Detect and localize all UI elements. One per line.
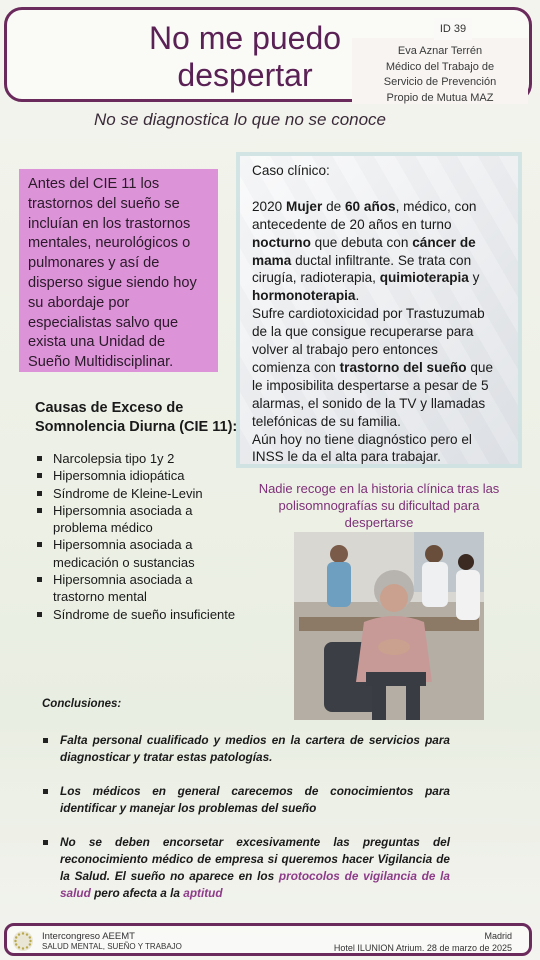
author-info (360, 44, 520, 106)
causes-title: Causas de Exceso de Somnolencia Diurna (CIE 11): (35, 400, 238, 435)
footer-venue-date: Hotel ILUNION Atrium. 28 de marzo de 2025 (333, 943, 512, 953)
bold-text: quimioterapia (379, 270, 469, 286)
author-org: Propio de Mutua MAZ (386, 91, 494, 104)
footer-congress: Intercongreso AEEMT (42, 931, 135, 942)
intro-box: Antes del CIE 11 los trastornos del sueño se incluían en los trastornos mentales, neurológicos o pulmonares y así de disperso sigue siendo hoy su abordaje por especialistas salvo que exista una Unidad de Sueño Multidisciplinar. (19, 169, 218, 372)
text: que le imposibilita despertarse a pesar de 5 alarmas, el sonido de la TV y llamadas telefónicas de su familia. (252, 359, 494, 429)
author-role-2: Servicio de Prevención (383, 76, 497, 88)
text: y (468, 270, 480, 286)
footer-city: Madrid (484, 931, 512, 941)
conclusions-list (42, 732, 450, 919)
list-item: Hipersomnia asociada a trastorno mental (36, 571, 236, 606)
text: Sufre cardiotoxicidad por Trastuzumab de la que consigue recuperarse para volver al trabajo pero entonces comienza con (252, 306, 485, 375)
conclusion-text: pero afecta a la (90, 886, 184, 900)
list-item: Los médicos en general carecemos de conocimientos para identificar y manejar los problemas del sueño (42, 783, 450, 817)
list-item: Hipersomnia asociada a problema médico (36, 502, 236, 537)
conclusion-text: No se deben encorsetar excesivamente las preguntas del reconocimiento médico de empresa si queremos hacer Vigilancia de la Salud. El sueño no aparece en los (60, 835, 450, 883)
case-text (252, 162, 496, 466)
text: de (322, 198, 345, 214)
case-paragraph-2 (252, 305, 496, 430)
text: ductal infiltrante. Se trata con cirugía, radioterapia, (252, 252, 472, 286)
elderly-woman-photo (294, 532, 484, 720)
bold-text: trastorno del sueño (339, 359, 467, 375)
list-item: Hipersomnia asociada a medicación o sustancias (36, 536, 236, 571)
case-paragraph-1 (252, 198, 496, 305)
protocol-highlight: protocolos de vigilancia de la salud (60, 869, 450, 900)
subtitle: No se diagnostica lo que no se conoce (93, 110, 387, 129)
text: 2020 (252, 198, 287, 214)
causes-list (36, 450, 236, 623)
author-name: Eva Aznar Terrén (397, 45, 483, 57)
history-note: Nadie recoge en la historia clínica tras las polisomnografías su dificultad para despertarse (258, 481, 500, 530)
list-item: Síndrome de sueño insuficiente (36, 606, 236, 623)
bold-text: 60 años (344, 198, 396, 214)
text: , médico, con antecedente de 20 años en turno (252, 198, 477, 232)
bold-text: cáncer de mama (252, 234, 476, 268)
aptitud-highlight: aptitud (183, 886, 223, 900)
text: que debuta con (310, 234, 413, 250)
photo-illustration (294, 532, 484, 720)
author-role-1: Médico del Trabajo de (385, 60, 495, 73)
case-paragraph-3: Aún hoy no tiene diagnóstico pero el INSS le da el alta para trabajar. (252, 431, 472, 465)
poster-title: No me puedo despertar (148, 20, 342, 93)
list-item: Síndrome de Kleine-Levin (36, 485, 236, 502)
bold-text: nocturno (252, 234, 311, 250)
bold-text: Mujer (286, 198, 323, 214)
footer-theme: SALUD MENTAL, SUEÑO Y TRABAJO (42, 942, 182, 951)
poster-id: ID 39 (434, 18, 472, 40)
text: . (355, 288, 360, 304)
list-item: Falta personal cualificado y medios en la cartera de servicios para diagnosticar y tratar estas patologías. (42, 732, 450, 766)
case-heading: Caso clínico: (252, 163, 330, 178)
eu-stars-logo-icon (12, 930, 34, 957)
bold-text: hormonoterapia (252, 288, 356, 304)
conclusions-title: Conclusiones: (42, 698, 122, 710)
list-item: Narcolepsia tipo 1y 2 (36, 450, 236, 467)
list-item: Hipersomnia idiopática (36, 467, 236, 484)
list-item (42, 834, 450, 902)
